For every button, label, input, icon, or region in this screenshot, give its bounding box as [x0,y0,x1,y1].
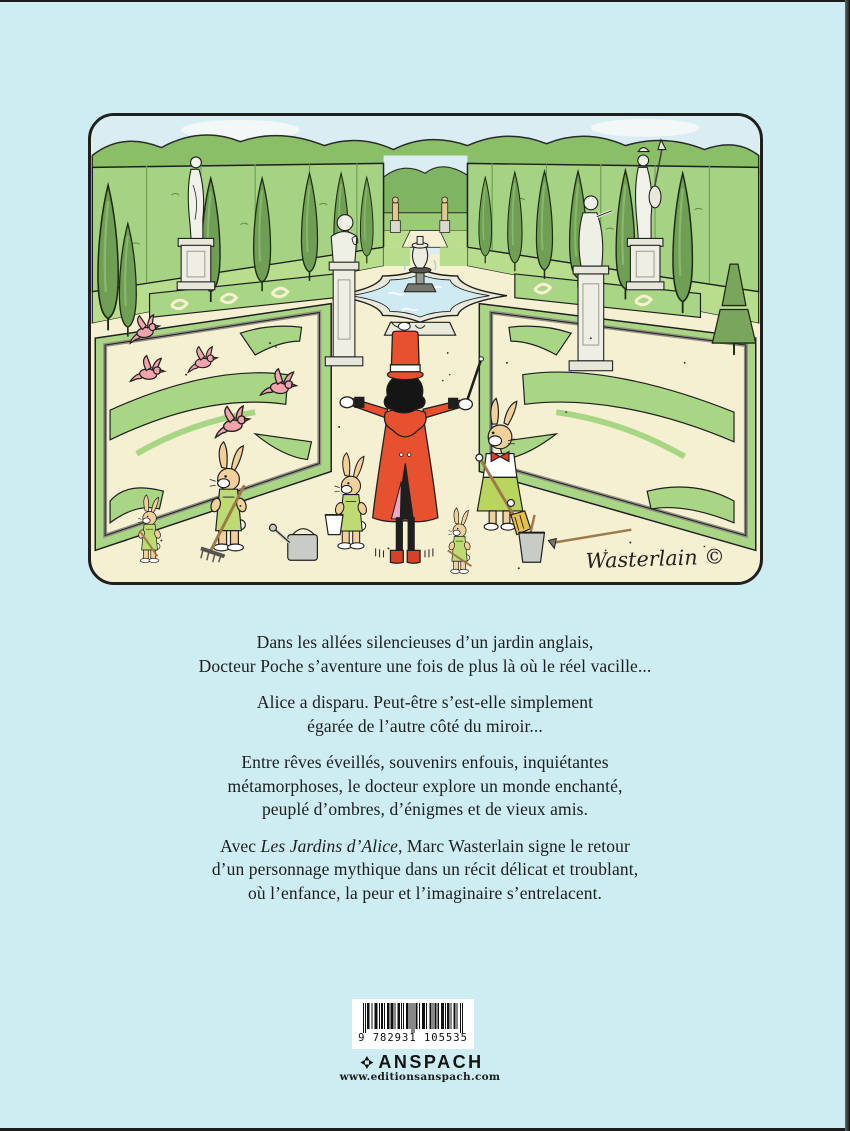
blurb-paragraph-2 [0,691,850,738]
blurb-line [0,835,850,859]
blurb-line: Docteur Poche s’aventure une fois de plus là où le réel vacille... [198,655,652,676]
back-cover-blurb [0,631,850,918]
barcode-bars [363,1003,463,1033]
blurb-line: égarée de l’autre côté du miroir... [307,715,543,736]
garden-illustration [91,116,760,582]
blurb-text: Avec [220,835,261,856]
scan-edge-top [0,0,850,2]
scan-edge-right [845,0,850,1131]
four-triangle-star-icon [360,1056,373,1069]
blurb-paragraph-1 [0,631,850,678]
artist-signature: Wasterlain © [585,544,726,574]
album-title: Les Jardins d’Alice [260,835,398,856]
blurb-line: peuplé d’ombres, d’énigmes et de vieux amis. [261,799,589,819]
publisher-website: www.editionsanspach.com [339,1071,501,1083]
blurb-line: Alice a disparu. Peut-être s’est-elle simplement [256,692,594,712]
blurb-line: d’un personnage mythique dans un récit délicat et troublant, [211,859,639,879]
blurb-line: métamorphoses, le docteur explore un monde enchanté, [227,775,623,796]
blurb-paragraph-4 [0,835,850,906]
barcode [352,999,474,1049]
publisher-logo [360,1052,483,1073]
artwork-frame [88,113,763,585]
publisher-name: ANSPACH [378,1052,484,1072]
blurb-text: , Marc Wasterlain signe le retour [397,835,630,856]
isbn-number: 9 782931 105535 [358,1032,468,1044]
blurb-paragraph-3 [0,751,850,822]
blurb-line: Dans les allées silencieuses d’un jardin anglais, [256,632,594,652]
central-vista [384,155,468,249]
blurb-line: où l’enfance, la peur et l’imaginaire s’entrelacent. [247,882,603,903]
blurb-line: Entre rêves éveillés, souvenirs enfouis, inquiétantes [241,752,609,772]
